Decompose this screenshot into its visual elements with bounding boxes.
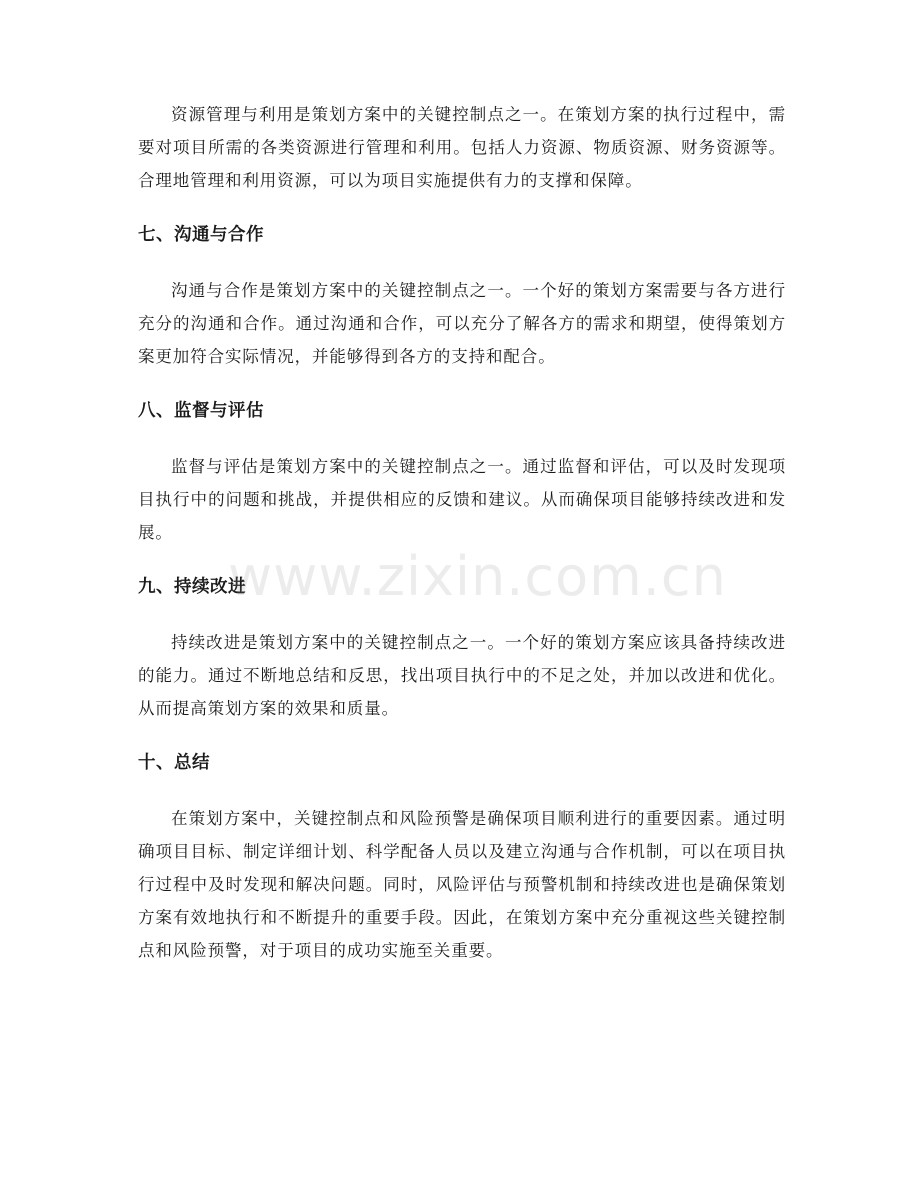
document-body (138, 98, 786, 967)
paragraph-communication: 沟通与合作是策划方案中的关键控制点之一。一个好的策划方案需要与各方进行充分的沟通和合作。通过沟通和合作，可以充分了解各方的需求和期望，使得策划方案更加符合实际情况，并能够得到各方的支持和配合。 (138, 281, 786, 366)
paragraph-summary: 在策划方案中，关键控制点和风险预警是确保项目顺利进行的重要因素。通过明确项目目标、制定详细计划、科学配备人员以及建立沟通与合作机制，可以在项目执行过程中及时发现和解决问题。同时，风险评估与预警机制和持续改进也是确保策划方案有效地执行和不断提升的重要手段。因此，在策划方案中充分重视这些关键控制点和风险预警，对于项目的成功实施至关重要。 (138, 809, 786, 960)
heading-communication: 七、沟通与合作 (138, 225, 264, 245)
paragraph-resource-management: 资源管理与利用是策划方案中的关键控制点之一。在策划方案的执行过程中，需要对项目所需的各类资源进行管理和利用。包括人力资源、物质资源、财务资源等。合理地管理和利用资源，可以为项目实施提供有力的支撑和保障。 (138, 105, 786, 190)
paragraph-supervision: 监督与评估是策划方案中的关键控制点之一。通过监督和评估，可以及时发现项目执行中的问题和挑战，并提供相应的反馈和建议。从而确保项目能够持续改进和发展。 (138, 457, 786, 542)
heading-supervision: 八、监督与评估 (138, 401, 264, 421)
heading-continuous-improvement: 九、持续改进 (138, 577, 246, 597)
paragraph-continuous-improvement: 持续改进是策划方案中的关键控制点之一。一个好的策划方案应该具备持续改进的能力。通过不断地总结和反思，找出项目执行中的不足之处，并加以改进和优化。从而提高策划方案的效果和质量。 (138, 633, 786, 718)
watermark: www.zixin.com.cn (228, 545, 727, 608)
heading-summary: 十、总结 (138, 753, 210, 773)
